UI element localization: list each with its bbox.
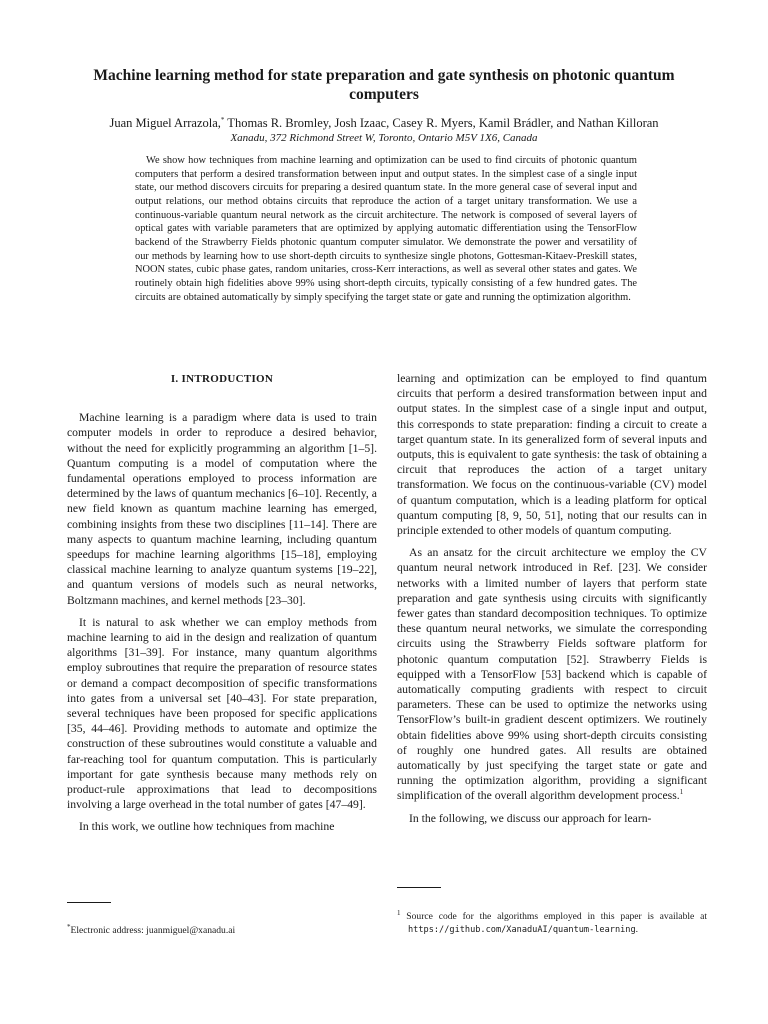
source-code-footnote-end: .	[635, 924, 639, 935]
intro-paragraph-4	[397, 545, 707, 803]
intro-paragraph-4-text: As an ansatz for the circuit architecture we employ the CV quantum neural network introduced in Ref. [23]. We consider networks with a limited number of layers that perform state preparation and gate synthesis using circuits with significantly fewer gates than standard decomposition techniques. To optimize these quantum neural networks, we simulate the corresponding circuits using the Strawberry Fields software platform for photonic quantum computation [52]. Strawberry Fields is equipped with a TensorFlow [53] backend which is capable of automatically computing gradients with respect to circuit parameters. These can be used to optimize the networks using TensorFlow’s built-in gradient descent optimizers. We routinely obtain fidelities above 99% using short-depth circuits consisting of roughly one hundred gates. All results are obtained automatically by just specifying the target state or gate and running the optimization algorithm, providing a significant simplification of the overall algorithm development process.	[397, 546, 707, 803]
intro-paragraph-3-continued: learning and optimization can be employed to find quantum circuits that perform a desired transformation between input and output states. In the simplest case of a single input and output, this corresponds to state preparation: finding a circuit to create a target quantum state. In its generalized form of several inputs and outputs, this is equivalent to gate synthesis: the task of obtaining a circuit that reproduces the action of a target unitary transformation. We focus on the continuous-variable (CV) model of quantum computation, which is a leading platform for optical quantum computing [8, 9, 50, 51], noting that our results can in principle extended to other models of quantum computing.	[397, 372, 707, 538]
footnote-source-code	[397, 910, 707, 937]
abstract: We show how techniques from machine learning and optimization can be used to find circuits of photonic quantum computers that perform a desired transformation between input and output states. In the simplest case of a single input state, our method discovers circuits for preparing a desired quantum state. In the more general case of several input and output relations, our method obtains circuits that reproduce the action of a target unitary transformation. We use a continuous-variable quantum neural network as the circuit architecture. The network is composed of several layers of optical gates with variable parameters that are optimized by applying automatic differentiation using the TensorFlow backend of the Strawberry Fields photonic quantum computer simulator. We demonstrate the power and versatility of our methods by learning how to use short-depth circuits to synthesize single photons, Gottesman-Kitaev-Preskill states, NOON states, cubic phase gates, random unitaries, cross-Kerr interactions, as well as several other states and gates. We routinely obtain high fidelities above 99% using short-depth circuits, typically consisting of a few hundred gates. The circuits are obtained automatically by simply specifying the target state or gate and running the optimization algorithm.	[135, 155, 637, 303]
source-code-footnote-text: Source code for the algorithms employed in this paper is available at	[400, 911, 707, 922]
author-list	[40, 116, 728, 131]
source-code-footnote-marker: 1	[397, 908, 401, 917]
other-authors: Thomas R. Bromley, Josh Izaac, Casey R. Myers, Kamil Brádler, and Nathan Killoran	[224, 116, 659, 130]
source-code-footnote-body	[397, 910, 707, 937]
left-column	[67, 371, 377, 835]
intro-paragraph-1: Machine learning is a paradigm where data is used to train computer models in order to reproduce a desired behavior, without the need for explicitly programming an algorithm [1–5]. Quantum computing is a model of computation where the fundamental operations employed to process information are determined by the laws of quantum mechanics [6–10]. Recently, a new field known as quantum machine learning has emerged, combining insights from these two disciplines [11–14]. There are many aspects to quantum machine learning, including quantum speedups for machine learning algorithms [15–18], employing classical machine learning to analyze quantum systems [19–22], and quantum versions of models such as neural networks, Boltzmann machines, and kernel methods [23–30].	[67, 411, 377, 607]
intro-paragraph-3: In this work, we outline how techniques from machine	[79, 820, 335, 834]
paper-title: Machine learning method for state preparation and gate synthesis on photonic quantum computers	[93, 67, 675, 103]
right-column	[397, 371, 707, 826]
footnote-1-marker: 1	[679, 788, 684, 797]
author-footnote-marker: *	[220, 115, 225, 124]
intro-paragraph-2: It is natural to ask whether we can employ methods from machine learning to aid in the design and realization of quantum algorithms [31–39]. For instance, many quantum algorithms employ subroutines that require the preparation of resource states or demand a compact decomposition of specific transformations into gates from a universal set [40–43]. For state preparation, several techniques have been proposed for specific applications [35, 44–46]. Providing methods to automate and optimize the construction of these subroutines would constitute a valuable and far-reaching tool for quantum computation. This is particularly important for gate synthesis because many methods rely on product-rule approximations that lead to decompositions involving a large overhead in the total number of gates [47–49].	[67, 615, 377, 812]
affiliation: Xanadu, 372 Richmond Street W, Toronto, Ontario M5V 1X6, Canada	[230, 132, 538, 144]
email-footnote-marker: *	[67, 922, 71, 931]
footnote-divider-right	[397, 887, 441, 888]
email-footnote-text: Electronic address: juanmiguel@xanadu.ai	[70, 925, 236, 936]
source-code-url-link[interactable]: https://github.com/XanaduAI/quantum-learning	[408, 925, 636, 935]
intro-paragraph-5: In the following, we discuss our approach for learn-	[409, 811, 652, 825]
footnote-divider-left	[67, 902, 111, 903]
section-heading-introduction: I. INTRODUCTION	[170, 373, 274, 385]
first-author: Juan Miguel Arrazola,	[109, 116, 221, 130]
footnote-email	[67, 924, 377, 937]
